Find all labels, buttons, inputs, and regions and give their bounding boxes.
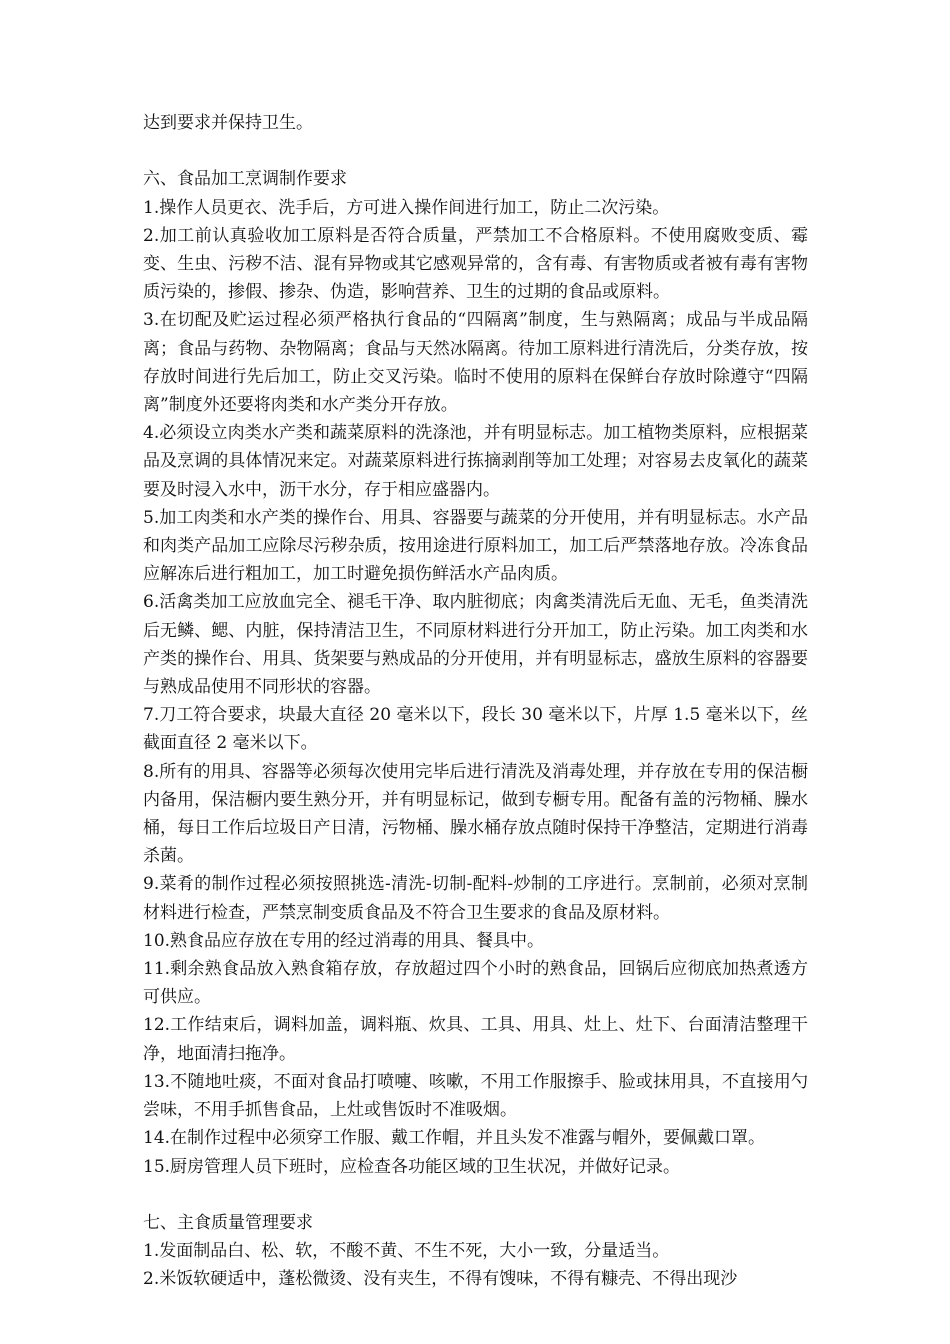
section-6-item-6: 6.活禽类加工应放血完全、褪毛干净、取内脏彻底；肉禽类清洗后无血、无毛，鱼类清洗后无鳞、鳃、内脏，保持清洁卫生，不同原材料进行分开加工，防止污染。加工肉类和水产类的操作台、用具、货架要与熟成品的分开使用，并有明显标志，盛放生原料的容器要与熟成品使用不同形状的容器。 (143, 592, 808, 698)
intro-line: 达到要求并保持卫生。 (143, 113, 313, 133)
section-6-item-1: 1.操作人员更衣、洗手后，方可进入操作间进行加工，防止二次污染。 (143, 197, 670, 218)
section-6-item-4: 4.必须设立肉类水产类和蔬菜原料的洗涤池，并有明显标志。加工植物类原料，应根据菜品及烹调的具体情况来定。对蔬菜原料进行拣摘剥削等加工处理；对容易去皮氧化的蔬菜要及时浸入水中，沥干水分，存于相应盛器内。 (143, 423, 808, 500)
section-6-item-11: 11.剩余熟食品放入熟食箱存放，存放超过四个小时的熟食品，回锅后应彻底加热煮透方可供应。 (143, 959, 808, 1008)
section-6-item-3: 3.在切配及贮运过程必须严格执行食品的“四隔离”制度，生与熟隔离；成品与半成品隔离；食品与药物、杂物隔离；食品与天然冰隔离。待加工原料进行清洗后，分类存放，按存放时间进行先后加工，防止交叉污染。临时不使用的原料在保鲜台存放时除遵守“四隔离”制度外还要将肉类和水产类分开存放。 (143, 310, 808, 416)
section-6-item-7: 7.刀工符合要求，块最大直径 20 毫米以下，段长 30 毫米以下，片厚 1.5 毫米以下，丝截面直径 2 毫米以下。 (143, 705, 808, 754)
paragraph-gap (143, 137, 808, 165)
paragraph-gap (143, 1181, 808, 1209)
document-page (143, 109, 808, 1294)
section-6-item-2: 2.加工前认真验收加工原料是否符合质量，严禁加工不合格原料。不使用腐败变质、霉变、生虫、污秽不洁、混有异物或其它感观异常的，含有毒、有害物质或者被有毒有害物质污染的，掺假、掺杂、伪造，影响营养、卫生的过期的食品或原料。 (143, 225, 808, 303)
section-6-title: 六、食品加工烹调制作要求 (143, 169, 347, 190)
section-6-item-12: 12.工作结束后，调料加盖，调料瓶、炊具、工具、用具、灶上、灶下、台面清洁整理干净，地面清扫拖净。 (143, 1015, 808, 1064)
section-6-item-8: 8.所有的用具、容器等必须每次使用完毕后进行清洗及消毒处理，并存放在专用的保洁橱内备用，保洁橱内要生熟分开，并有明显标记，做到专橱专用。配备有盖的污物桶、臊水桶，每日工作后垃圾日产日清，污物桶、臊水桶存放点随时保持干净整洁，定期进行消毒杀菌。 (143, 761, 808, 867)
section-7-title: 七、主食质量管理要求 (143, 1212, 313, 1233)
section-6-item-9: 9.菜肴的制作过程必须按照挑选-清洗-切制-配料-炒制的工序进行。烹制前，必须对烹制材料进行检查，严禁烹制变质食品及不符合卫生要求的食品及原材料。 (143, 874, 808, 923)
section-6-item-13: 13.不随地吐痰，不面对食品打喷嚏、咳嗽，不用工作服擦手、脸或抹用具，不直接用勺尝味，不用手抓售食品，上灶或售饭时不准吸烟。 (143, 1071, 808, 1121)
section-6-item-15: 15.厨房管理人员下班时，应检查各功能区域的卫生状况，并做好记录。 (143, 1156, 681, 1177)
section-6-item-5: 5.加工肉类和水产类的操作台、用具、容器要与蔬菜的分开使用，并有明显标志。水产品和肉类产品加工应除尽污秽杂质，按用途进行原料加工，加工后严禁落地存放。冷冻食品应解冻后进行粗加工，加工时避免损伤鲜活水产品肉质。 (143, 507, 808, 585)
section-6-item-10: 10.熟食品应存放在专用的经过消毒的用具、餐具中。 (143, 930, 545, 951)
section-7-item-1: 1.发面制品白、松、软，不酸不黄、不生不死，大小一致，分量适当。 (143, 1241, 670, 1262)
section-7-item-2: 2.米饭软硬适中，蓬松微烫、没有夹生，不得有馊味，不得有糠壳、不得出现沙 (143, 1269, 738, 1290)
section-6-item-14: 14.在制作过程中必须穿工作服、戴工作帽，并且头发不准露与帽外，要佩戴口罩。 (143, 1128, 766, 1149)
